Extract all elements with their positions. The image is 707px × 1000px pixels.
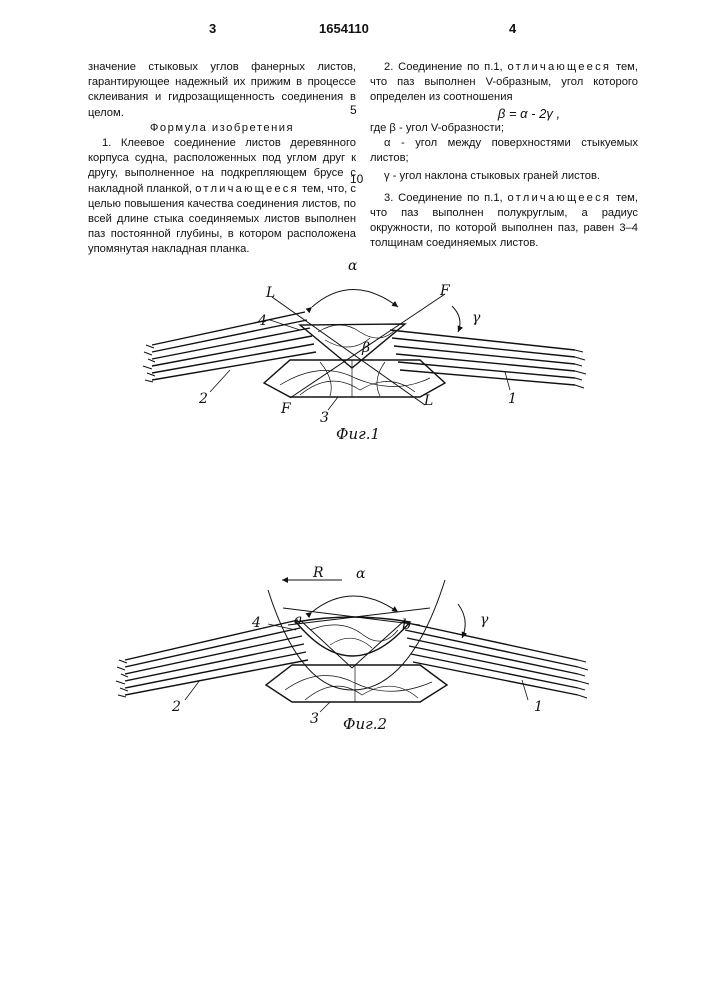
fig1-left-sheet-ends bbox=[143, 345, 155, 382]
fig2-v-line bbox=[300, 620, 405, 668]
continuation-text: значение стыковых углов фанерных листов, гарантирующее надежный их прижим в процессе склеивания и гидрозащищенность соединения в целом. bbox=[88, 61, 356, 119]
fig1-label-2: 2 bbox=[199, 391, 208, 407]
document-number: 1654110 bbox=[319, 21, 369, 36]
fig1-label-1: 1 bbox=[508, 391, 517, 407]
fig1-plank bbox=[300, 324, 405, 368]
fig1-label-L-bottom: L bbox=[424, 393, 434, 409]
fig2-right-sheet-ends bbox=[578, 660, 589, 698]
fig1-label-beta: β bbox=[362, 340, 371, 356]
fig2-line-1 bbox=[283, 608, 420, 625]
fig1-leader-1 bbox=[505, 372, 510, 390]
fig2-label-b: b bbox=[402, 617, 411, 633]
fig1-right-sheets bbox=[390, 330, 575, 385]
page-number-left: 3 bbox=[209, 21, 217, 36]
fig2-leader-1 bbox=[522, 680, 528, 700]
fig2-label-R: R bbox=[313, 565, 324, 581]
fig2-caption: Фиг.2 bbox=[343, 715, 388, 733]
claim-3-spaced: отличающееся bbox=[507, 191, 612, 204]
fig1-label-3: 3 bbox=[320, 410, 329, 426]
claim-1-start: 1. Клеевое соединение листов деревянного корпуса судна, расположенных под углом друг к другу, выполненное на подкрепляющем брусе с накладной планкой, bbox=[88, 137, 356, 195]
fig1-leader-2 bbox=[210, 370, 230, 392]
figure-2-labels bbox=[171, 565, 543, 733]
claim-1-spaced: отличающееся bbox=[195, 182, 299, 195]
fig1-plank-grain bbox=[318, 325, 395, 347]
claim-2-end: тем, что паз выполнен V-образным, угол которого определен из соотношения bbox=[370, 61, 638, 104]
claim-2-spaced: отличающееся bbox=[507, 61, 612, 73]
fig1-caption: Фиг.1 bbox=[336, 425, 381, 443]
fig1-right-sheet-ends bbox=[575, 350, 586, 388]
fig2-right-sheets bbox=[403, 622, 578, 695]
figure-1-labels bbox=[198, 258, 517, 443]
claim-3-start: 3. Соединение по п.1, bbox=[384, 191, 508, 204]
fig1-bar-grain-3 bbox=[320, 360, 385, 397]
fig1-label-F-bottom: F bbox=[281, 401, 291, 417]
fig2-label-gamma: γ bbox=[480, 612, 489, 628]
fig2-plank bbox=[296, 617, 410, 656]
gamma-definition: γ - угол наклона стыковых граней листов. bbox=[384, 170, 600, 183]
claim-2-start: 2. Соединение по п.1, bbox=[384, 61, 508, 73]
claim-3-end: тем, что паз выполнен полукруглым, а радиус окружности, по которой выполнен паз, равен 3–4 толщинам соединяемых листов. bbox=[370, 191, 638, 250]
fig2-label-1: 1 bbox=[534, 699, 543, 715]
fig1-label-F-top: F bbox=[440, 283, 450, 299]
page-number-right: 4 bbox=[509, 21, 517, 36]
fig2-gamma-arc bbox=[458, 604, 465, 638]
fig1-left-sheets bbox=[152, 312, 316, 380]
line-number-10: 10 bbox=[350, 172, 364, 186]
fig2-left-sheet-ends bbox=[116, 660, 128, 697]
fig1-bar-grain bbox=[280, 370, 430, 386]
where-beta: где β - угол V-образности; bbox=[370, 121, 504, 134]
fig1-bar-grain-2 bbox=[300, 381, 415, 395]
fig2-label-alpha: α bbox=[356, 566, 366, 582]
fig1-label-gamma: γ bbox=[472, 310, 481, 326]
fig1-leader-3 bbox=[328, 397, 338, 410]
fig1-line-L bbox=[272, 297, 425, 405]
alpha-definition: α - угол между поверхностями стыкуемых листов; bbox=[370, 137, 638, 165]
fig2-label-3: 3 bbox=[310, 711, 319, 727]
fig1-label-alpha: α bbox=[348, 258, 358, 274]
fig2-bar-grain-2 bbox=[305, 665, 418, 702]
fig2-bar-grain bbox=[285, 675, 432, 691]
fig1-leader-4 bbox=[270, 320, 300, 330]
fig1-gamma-arc bbox=[452, 306, 460, 332]
figure-2-drawing bbox=[116, 580, 589, 712]
formula: β = α - 2γ , bbox=[497, 105, 561, 121]
fig2-label-4: 4 bbox=[252, 615, 261, 631]
claim-1-end: тем, что, с целью повышения качества соединения листов, по всей длине стыка соединяемых листов выполнен паз постоянной глубины, в котором расположена упомянутая накладная планка. bbox=[88, 182, 356, 256]
fig2-left-sheets bbox=[125, 620, 308, 695]
fig2-leader-3 bbox=[320, 702, 330, 712]
fig2-label-2: 2 bbox=[172, 699, 181, 715]
claims-heading: Формула изобретения bbox=[149, 121, 295, 134]
fig2-alpha-arc bbox=[312, 596, 398, 612]
fig2-label-a: a bbox=[294, 612, 303, 628]
fig1-label-L-top: L bbox=[266, 285, 276, 301]
fig1-alpha-arc bbox=[312, 290, 398, 308]
line-number-5: 5 bbox=[350, 103, 357, 117]
fig1-label-4: 4 bbox=[258, 313, 267, 329]
